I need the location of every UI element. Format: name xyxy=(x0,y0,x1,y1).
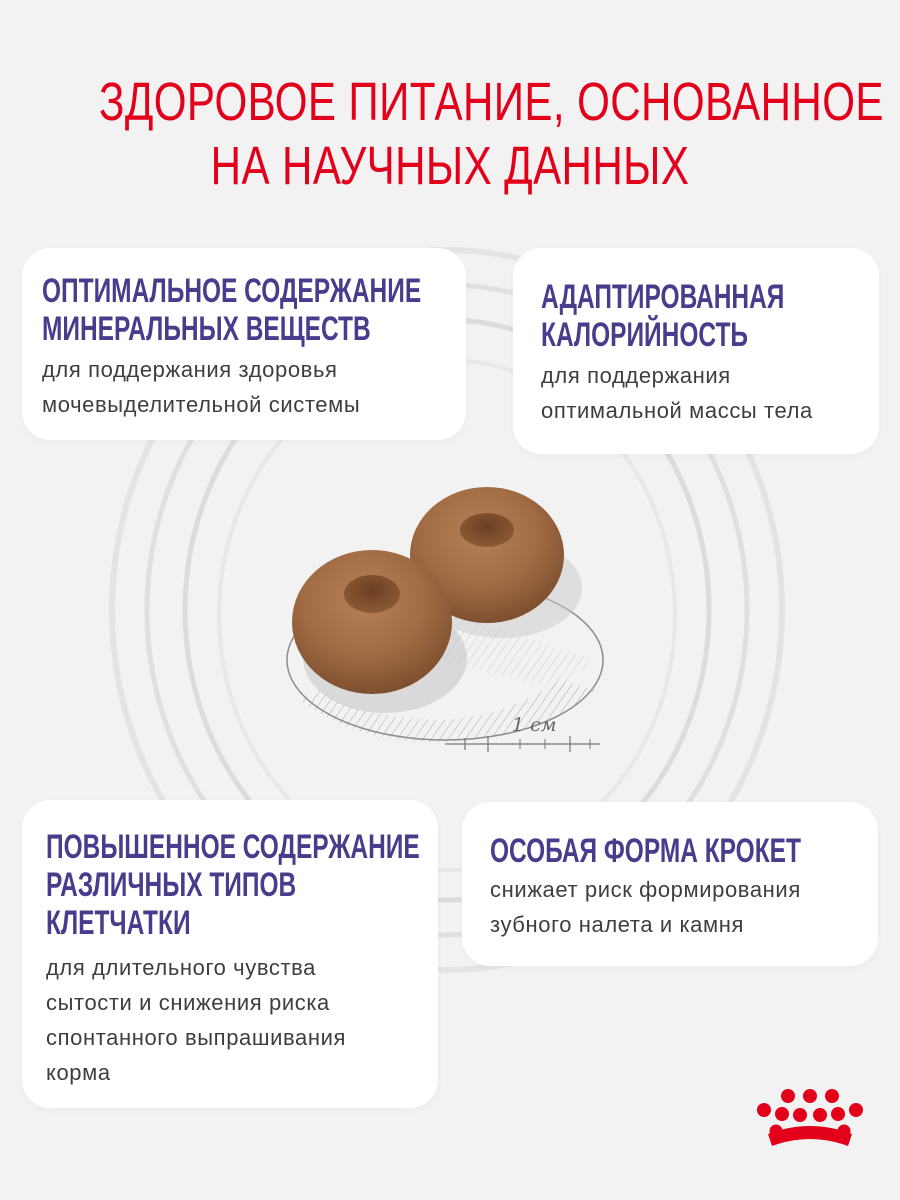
scale-label: 1 см xyxy=(512,714,557,736)
card-title: ПОВЫШЕННОЕ СОДЕРЖАНИЕ РАЗЛИЧНЫХ ТИПОВ КЛЕТЧАТКИ xyxy=(46,828,420,942)
benefit-card-minerals xyxy=(22,248,466,440)
benefit-card-shape xyxy=(462,802,878,966)
card-description: для поддержания оптимальной массы тела xyxy=(541,363,813,423)
card-description: снижает риск формирования зубного налета и камня xyxy=(490,877,801,937)
benefit-card-calories xyxy=(513,248,879,454)
headline-line-1: ЗДОРОВОЕ ПИТАНИЕ, ОСНОВАННОЕ xyxy=(99,72,884,132)
card-title: ОПТИМАЛЬНОЕ СОДЕРЖАНИЕ МИНЕРАЛЬНЫХ ВЕЩЕСТВ xyxy=(42,272,422,348)
crown-logo-icon xyxy=(748,1088,872,1152)
page-headline xyxy=(99,70,884,198)
card-title: ОСОБАЯ ФОРМА КРОКЕТ xyxy=(490,832,801,870)
card-description: для поддержания здоровья мочевыделительной системы xyxy=(42,357,361,417)
card-title: АДАПТИРОВАННАЯ КАЛОРИЙНОСТЬ xyxy=(541,278,785,354)
benefit-card-fiber xyxy=(22,800,438,1108)
card-description: для длительного чувства сытости и снижения риска спонтанного выпрашивания корма xyxy=(46,955,347,1085)
headline-line-2: НА НАУЧНЫХ ДАННЫХ xyxy=(210,136,690,196)
